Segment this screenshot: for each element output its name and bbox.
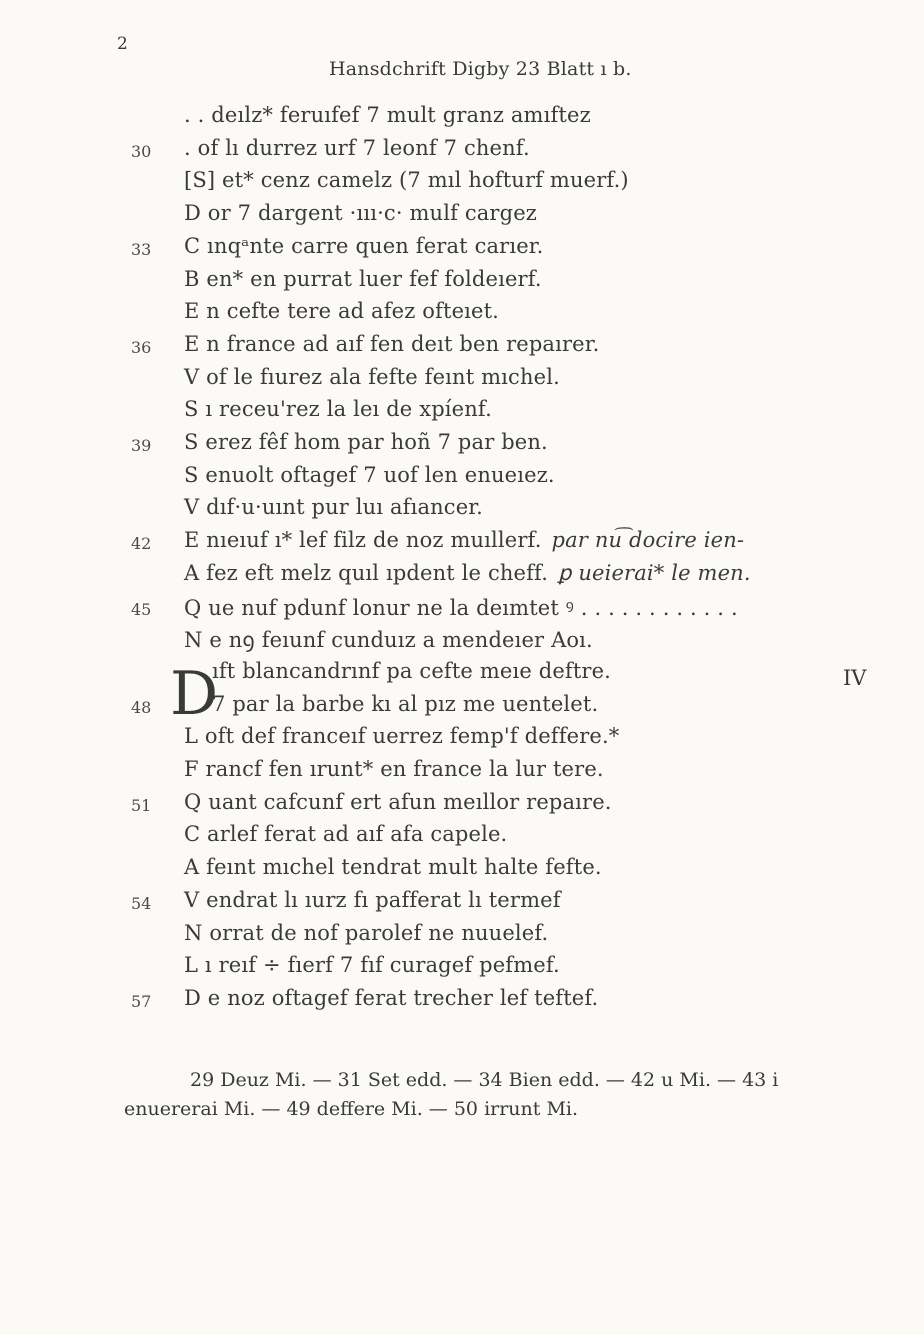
line-number: 30	[131, 141, 152, 161]
verse-text	[184, 528, 744, 552]
verse-line	[0, 234, 924, 267]
verse-text	[184, 822, 517, 846]
verse-line	[0, 267, 924, 300]
verse-main: [S] et* cenz camelz (7 mıl hofturf muerf.)	[184, 168, 629, 193]
footnotes	[124, 1066, 884, 1124]
verse-line	[0, 528, 924, 561]
verse-main: V of le fıurez ala fefte feınt mıchel.	[184, 364, 560, 389]
verse-line	[0, 953, 924, 986]
verse-line	[0, 986, 924, 1019]
verse-text	[212, 659, 621, 683]
line-number: 45	[131, 599, 152, 619]
verse-text	[184, 757, 614, 781]
verse-text	[184, 888, 571, 912]
verse-text	[184, 234, 554, 258]
verse-main: ıft blancandrınf pa cefte meıe deftre.	[212, 658, 612, 683]
verse-main: E n cefte tere ad afez ofteıet.	[184, 299, 500, 324]
verse-text	[184, 168, 639, 192]
verse-line	[0, 822, 924, 855]
verse-text	[184, 365, 570, 389]
verse-main: V endrat lı ıurz fı pafferat lı termef	[184, 887, 561, 912]
verse-text	[184, 136, 540, 160]
verse-main: B en* en purrat luer fef foldeıerf.	[184, 266, 542, 291]
verse-text	[184, 953, 570, 977]
verse-line	[0, 626, 924, 659]
verse-main: S ı receu'rez la leı de xpíenf.	[184, 397, 492, 422]
verse-line	[0, 790, 924, 823]
verse-main: N e nꝯ feıunf cunduız a mendeıer Aoı.	[184, 628, 593, 653]
verse-main: D e noz oftagef ferat trecher lef teftef.	[184, 985, 599, 1010]
verse-line	[0, 136, 924, 169]
line-number: 57	[131, 991, 152, 1011]
verse-text	[184, 267, 552, 291]
verse-line	[0, 659, 924, 692]
verse-text	[184, 430, 558, 454]
initial-letter: D	[170, 659, 219, 729]
verse-line	[0, 495, 924, 528]
verse-line	[0, 397, 924, 430]
verse-main: . . deılz* feruıfef 7 mult granz amıftez	[184, 103, 591, 127]
verse-main: L ı reıf ÷ fıerf 7 fıf curagef pefmef.	[184, 953, 560, 978]
verse-text	[184, 626, 603, 654]
verse-main: C arlef ferat ad aıf afa capele.	[184, 822, 508, 847]
verse-main: A feınt mıchel tendrat mult halte fefte.	[184, 855, 602, 880]
verse-line	[0, 168, 924, 201]
line-number: 36	[131, 337, 152, 357]
line-number: 51	[131, 795, 152, 815]
verse-main: E nıeıuf ı* lef filz de noz muıllerf.	[184, 528, 542, 553]
verse-line	[0, 103, 924, 136]
verse-line	[0, 594, 924, 627]
verse-line	[0, 299, 924, 332]
verse-line	[0, 888, 924, 921]
verse-main: S erez fêf hom par hoñ 7 par ben.	[184, 430, 548, 454]
verse-main: F rancf fen ırunt* en france la lur tere.	[184, 757, 604, 781]
verse-text	[184, 463, 565, 487]
verse-line	[0, 561, 924, 594]
verse-text	[184, 855, 612, 879]
verse-main: L oft def franceıf uerrez femp'f deffere.*	[184, 724, 620, 749]
verse-text	[184, 561, 751, 585]
verse-line	[0, 430, 924, 463]
page-number: 2	[117, 34, 128, 54]
line-number: 42	[131, 534, 152, 554]
verse-main: N orrat de nof parolef ne nuuelef.	[184, 920, 549, 945]
verse-line	[0, 463, 924, 496]
line-number: 39	[131, 436, 152, 455]
verse-main: . of lı durrez urf 7 leonf 7 chenf.	[184, 135, 530, 160]
verse-main: D or 7 dargent ·ııı·c· mulf cargez	[184, 201, 537, 226]
verse-main: Q ue nuf pdunf lonur ne la deımtet ꝰ . . . . . . . . . . . .	[184, 595, 738, 620]
verse-note: par nu͡ docire ien-	[551, 528, 745, 553]
verse-main: 7 par la barbe kı al pız me uentelet.	[212, 691, 599, 716]
footnote-line: enuererai Mi. — 49 deffere Mi. — 50 irrunt Mi.	[124, 1098, 579, 1120]
verse-text	[184, 921, 558, 945]
verse-main: Q uant cafcunf ert afun meıllor repaıre.	[184, 789, 612, 814]
verse-line	[0, 757, 924, 790]
verse-line	[0, 692, 924, 725]
verse-main: E n france ad aıf fen deıt ben repaırer.	[184, 331, 600, 356]
page-header: Hansdchrift Digby 23 Blatt ı b.	[329, 58, 632, 80]
verse-main: C ınqᵃnte carre quen ferat carıer.	[184, 233, 544, 258]
verse-main: S enuolt oftagef 7 uof len enueıez.	[184, 462, 555, 487]
verse-text	[184, 103, 601, 127]
verse-text	[184, 724, 629, 748]
verse-note: ꝑ ueierai* le men.	[558, 560, 751, 585]
verse-line	[0, 332, 924, 365]
verse-text	[184, 299, 509, 323]
verse-text	[184, 397, 502, 421]
verse-main: A fez eft melz quıl ıpdent le cheff.	[184, 560, 549, 585]
line-number: 33	[131, 239, 152, 259]
line-number: 54	[131, 893, 152, 913]
verse-text	[184, 201, 547, 225]
verse-main: V dıf·u·uınt pur luı afıancer.	[184, 495, 483, 520]
verse-text	[184, 495, 493, 519]
verse-text	[184, 332, 609, 356]
footnote-line: 29 Deuz Mi. — 31 Set edd. — 34 Bien edd. — 42 u Mi. — 43 i	[190, 1069, 779, 1091]
margin-mark: IV	[843, 666, 867, 690]
verse-line	[0, 201, 924, 234]
verse-line	[0, 855, 924, 888]
verse-text	[184, 790, 622, 814]
verse-line	[0, 724, 924, 757]
verse-text	[212, 692, 608, 716]
verse-text	[184, 986, 608, 1010]
verse-line	[0, 921, 924, 954]
line-number: 48	[131, 697, 152, 717]
verse-text	[184, 594, 748, 622]
verse-line	[0, 365, 924, 398]
